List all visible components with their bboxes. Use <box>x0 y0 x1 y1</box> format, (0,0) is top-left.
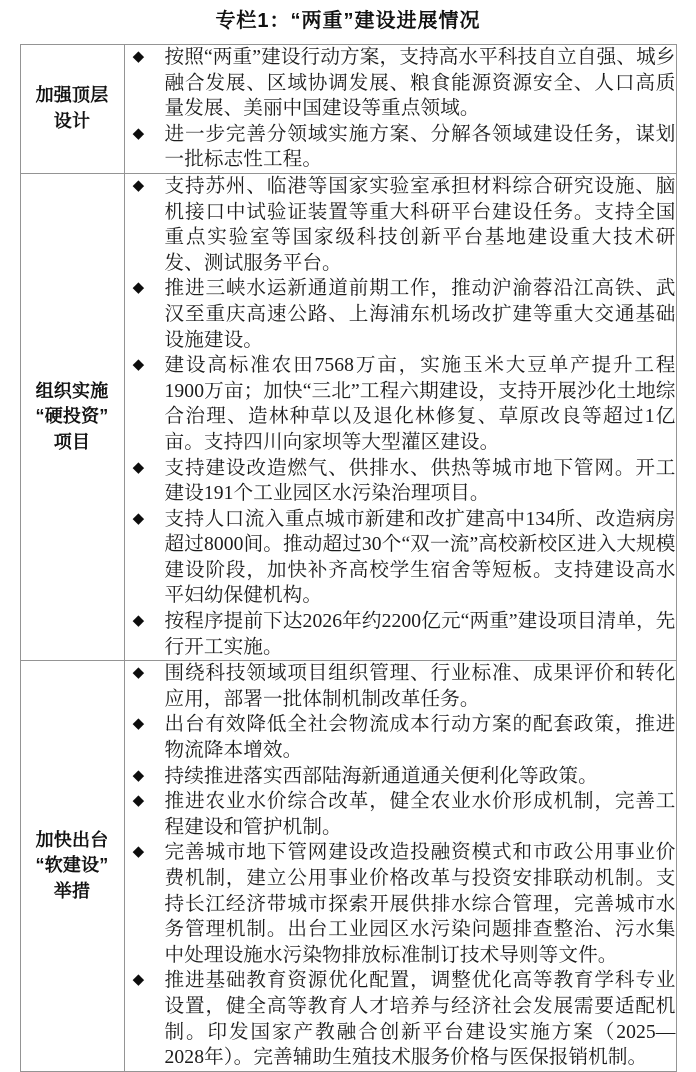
table-body <box>20 45 676 1072</box>
list-item <box>125 122 676 173</box>
list-item <box>125 661 676 712</box>
list-item-text: 出台有效降低全社会物流成本行动方案的配套政策，推进物流降本增效。 <box>164 714 676 762</box>
diamond-bullet-icon: ◆ <box>132 793 145 810</box>
list-item-text: 建设高标准农田7568万亩，实施玉米大豆单产提升工程1900万亩；加快“三北”工程六期建设，支持开展沙化土地综合治理、造林种草以及退化林修复、草原改良等超过1亿亩。支持四川向家坝等大型灌区建设。 <box>164 355 676 453</box>
list-item <box>125 764 676 790</box>
diamond-bullet-icon: ◆ <box>132 844 145 861</box>
list-item <box>125 353 676 455</box>
diamond-bullet-icon: ◆ <box>132 459 145 476</box>
list-item-text: 进一步完善分领域实施方案、分解各领域建设任务，谋划一批标志性工程。 <box>164 123 676 171</box>
diamond-bullet-icon: ◆ <box>132 280 145 297</box>
list-item-text: 完善城市地下管网建设改造投融资模式和市政公用事业价费机制，建立公用事业价格改革与投资安排联动机制。支持长江经济带城市探索开展供排水综合管理，完善城市水务管理机制。出台工业园区水污染问题排查整治、污水集中处理设施水污染物排放标准制订技术导则等文件。 <box>164 842 676 966</box>
diamond-bullet-icon: ◆ <box>132 125 145 142</box>
row-body-cell-2 <box>124 173 676 660</box>
row-label-line: 加强顶层 <box>35 85 109 106</box>
bullet-list <box>125 45 676 173</box>
diamond-bullet-icon: ◆ <box>132 357 145 374</box>
list-item <box>125 712 676 763</box>
bullet-list <box>125 174 676 660</box>
diamond-bullet-icon: ◆ <box>132 665 145 682</box>
row-label-line: “软建设” <box>35 855 109 876</box>
list-item <box>125 45 676 122</box>
row-label-line: 组织实施 <box>35 380 109 401</box>
list-item-text: 支持苏州、临港等国家实验室承担材料综合研究设施、脑机接口中试验证装置等重大科研平台建设任务。支持全国重点实验室等国家级科技创新平台基地建设重大技术研发、测试服务平台。 <box>164 175 676 274</box>
list-item-text: 推进基础教育资源优化配置，调整优化高等教育学科专业设置，健全高等教育人才培养与经济社会发展需要适配机制。印发国家产教融合创新平台建设实施方案（2025—2028年）。完善辅助生殖技术服务价格与医保报销机制。 <box>164 970 676 1069</box>
list-item-text: 按程序提前下达2026年约2200亿元“两重”建设项目清单，先行开工实施。 <box>164 611 676 658</box>
diamond-bullet-icon: ◆ <box>132 49 145 65</box>
row-label-cell-2 <box>20 173 124 660</box>
row-label-line: 举措 <box>53 880 91 901</box>
diamond-bullet-icon: ◆ <box>132 613 145 630</box>
row-label-line: 加快出台 <box>35 829 109 850</box>
table-row <box>20 173 676 660</box>
list-item <box>125 968 676 1070</box>
list-item <box>125 507 676 609</box>
list-item <box>125 609 676 660</box>
diamond-bullet-icon: ◆ <box>132 716 145 733</box>
table-row <box>20 661 676 1072</box>
list-item <box>125 789 676 840</box>
list-item <box>125 276 676 353</box>
diamond-bullet-icon: ◆ <box>132 510 145 527</box>
list-item-text: 持续推进落实西部陆海新通道通关便利化等政策。 <box>164 765 598 787</box>
row-label-cell-1 <box>20 45 124 174</box>
row-body-cell-3 <box>124 661 676 1072</box>
row-label-line: 项目 <box>53 431 91 452</box>
list-item-text: 围绕科技领域项目组织管理、行业标准、成果评价和转化应用，部署一批体制机制改革任务。 <box>164 663 676 710</box>
bullet-list <box>125 661 676 1071</box>
list-item-text: 支持建设改造燃气、供排水、供热等城市地下管网。开工建设191个工业园区水污染治理项目。 <box>164 457 676 505</box>
list-item <box>125 174 676 276</box>
diamond-bullet-icon: ◆ <box>132 767 145 784</box>
list-item-text: 按照“两重”建设行动方案，支持高水平科技自立自强、城乡融合发展、区域协调发展、粮食能源资源安全、人口高质量发展、美丽中国建设等重点领域。 <box>164 47 676 120</box>
list-item <box>125 840 676 968</box>
list-item-text: 支持人口流入重点城市新建和改扩建高中134所、改造病房超过8000间。推动超过30个“双一流”高校新校区进入大规模建设阶段，加快补齐高校学生宿舍等短板。支持建设高水平妇幼保健机构。 <box>164 508 676 607</box>
list-item <box>125 456 676 507</box>
row-label-line: 设计 <box>53 110 91 131</box>
page-title: 专栏1：“两重”建设进展情况 <box>215 10 481 32</box>
diamond-bullet-icon: ◆ <box>132 972 145 989</box>
row-body-cell-1 <box>124 45 676 174</box>
row-label-line: “硬投资” <box>35 406 109 427</box>
table-row <box>20 45 676 174</box>
list-item-text: 推进三峡水运新通道前期工作，推动沪渝蓉沿江高铁、武汉至重庆高速公路、上海浦东机场改扩建等重大交通基础设施建设。 <box>164 278 676 351</box>
diamond-bullet-icon: ◆ <box>132 177 145 194</box>
progress-table <box>20 44 677 1072</box>
row-label-cell-3 <box>20 661 124 1072</box>
list-item-text: 推进农业水价综合改革，健全农业水价形成机制，完善工程建设和管护机制。 <box>164 791 676 838</box>
